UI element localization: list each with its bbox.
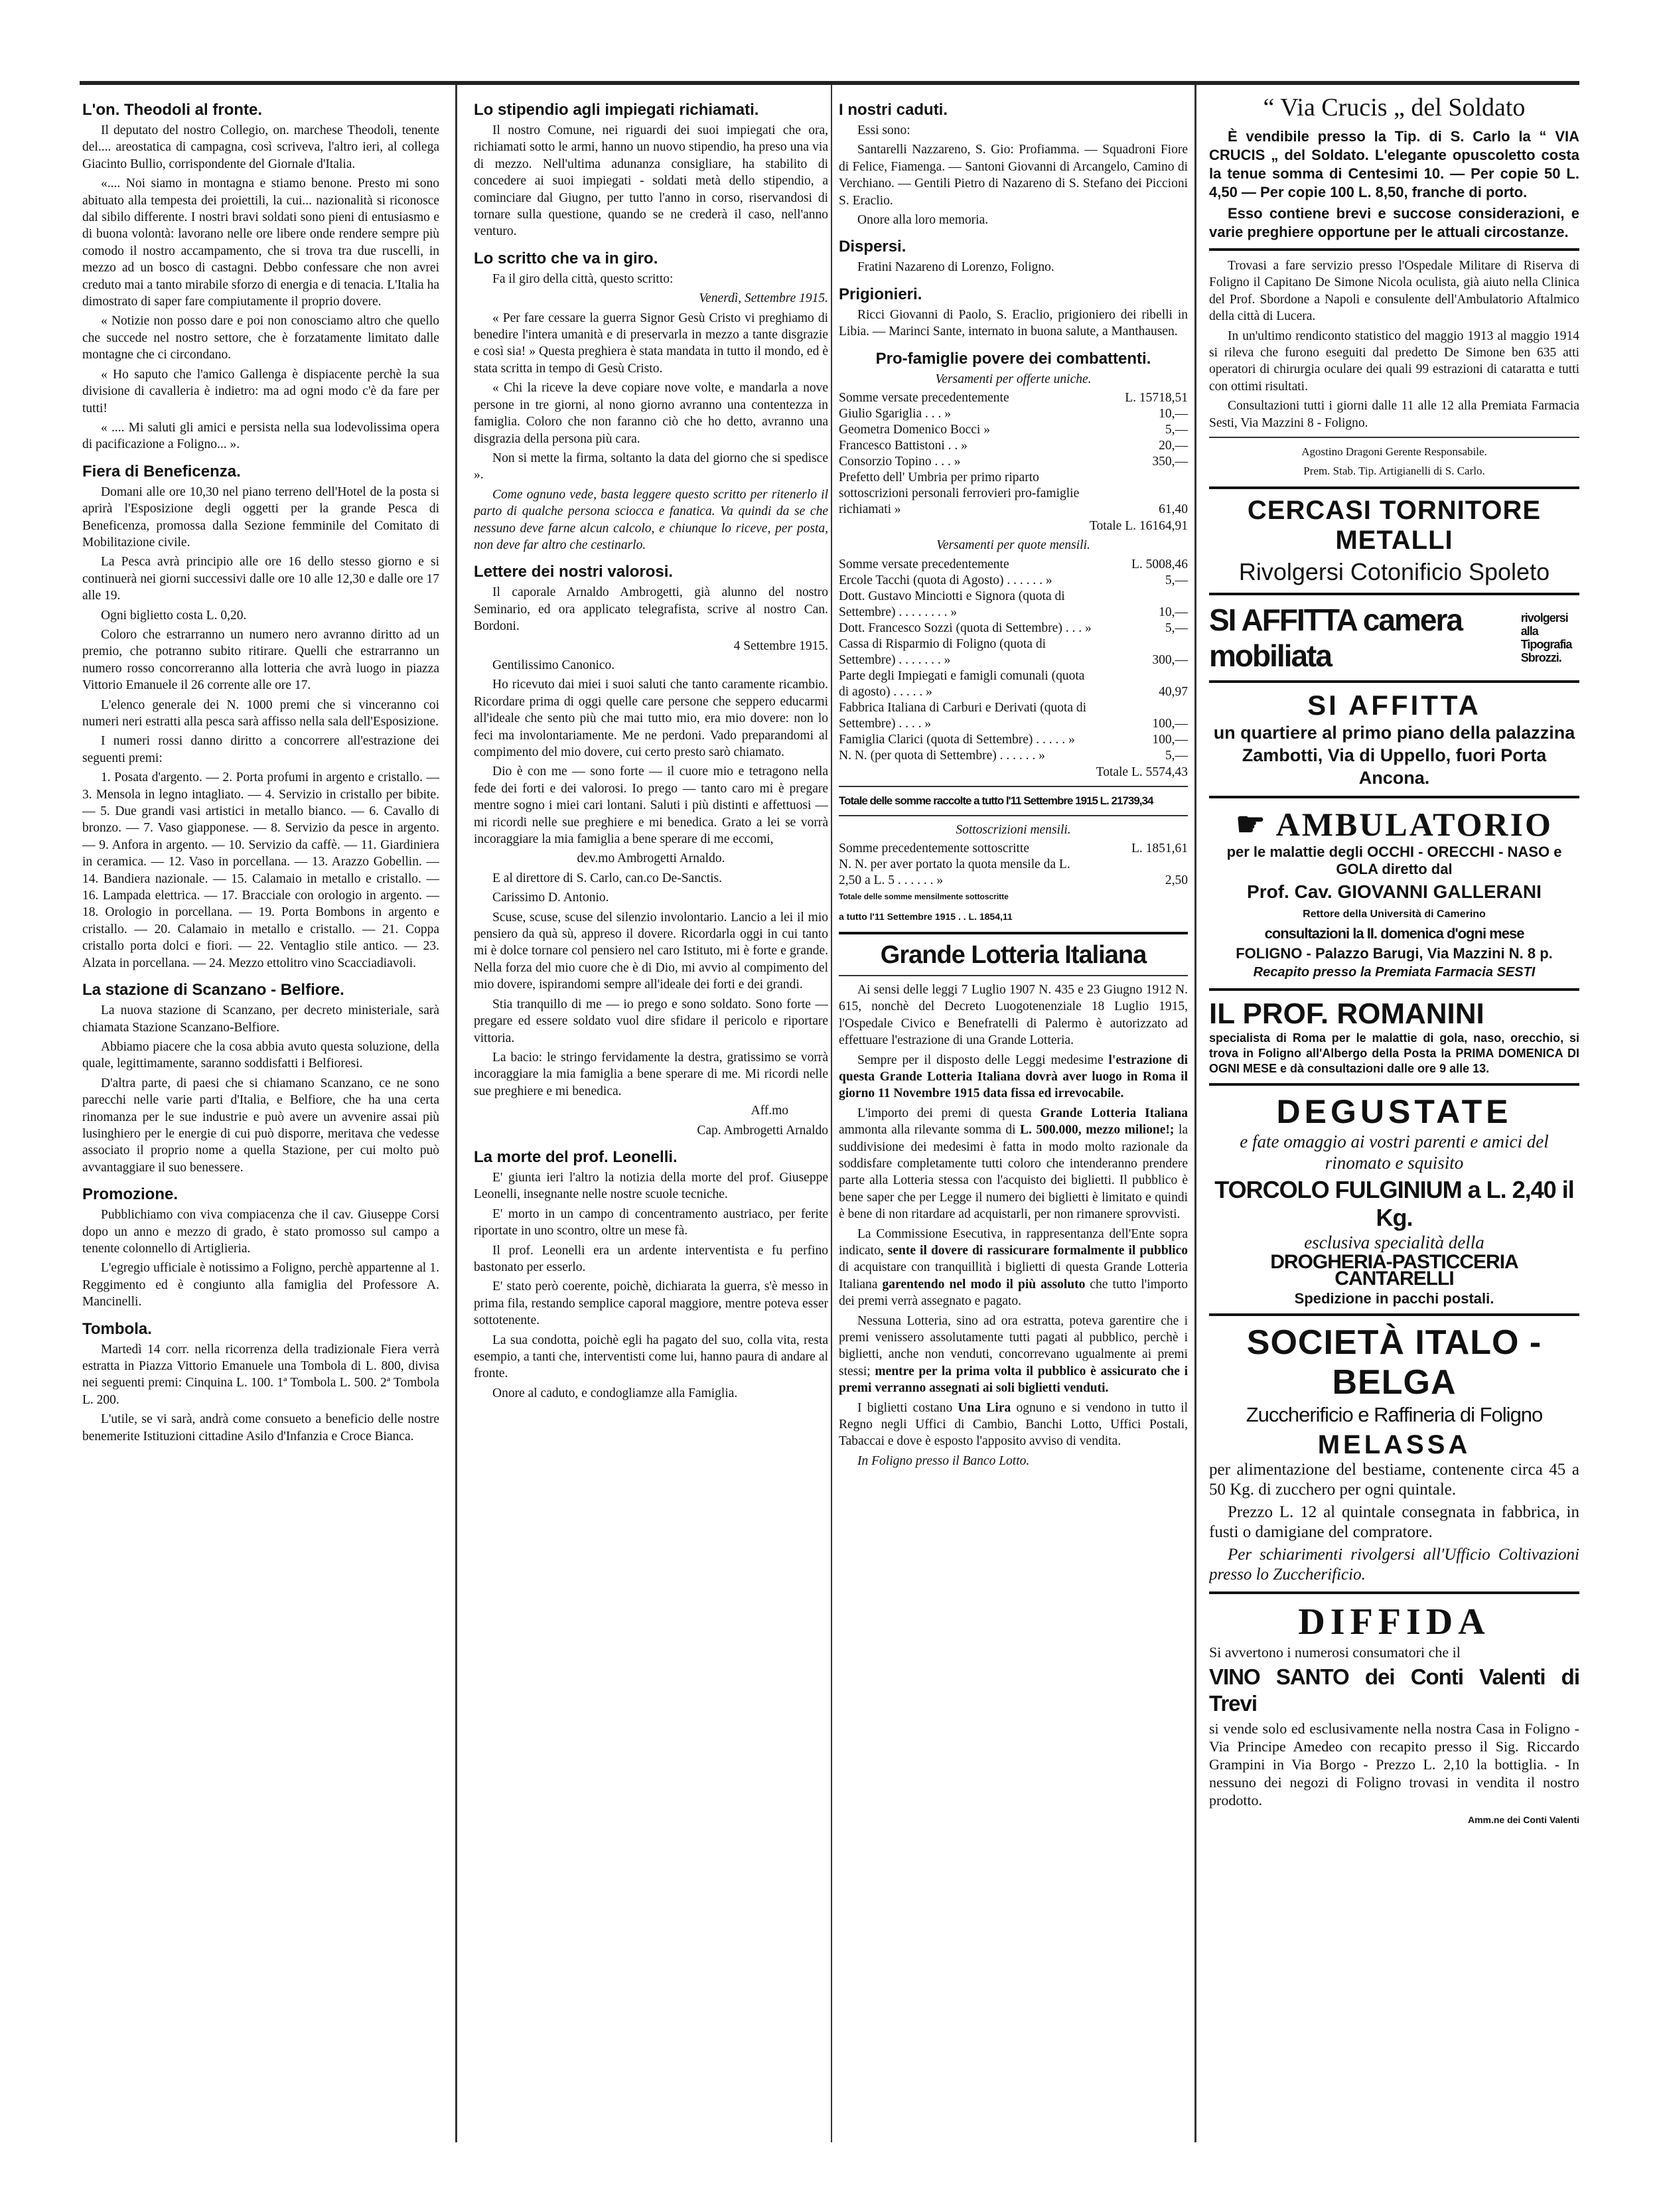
divider <box>1209 1591 1579 1594</box>
divider <box>1209 437 1579 438</box>
ad-text: Esso contiene brevi e succose considerazioni, e varie preghiere opportune per le attuali circostanze. <box>1209 205 1579 240</box>
article-paragraph: I numeri rossi danno diritto a concorrere all'estrazione dei seguenti premi: <box>82 734 439 765</box>
article-paragraph: Martedì 14 corr. nella ricorrenza della tradizionale Fiera verrà estratta in Piazza Vittorio Emanuele una Tombola di L. 800, divisa nei seguenti premi: Cinquina L. 100. 1ª Tombola L. 500. 2ª Tombola L. 200. <box>82 1342 439 1407</box>
grand-total: Totale delle somme raccolte a tutto l'11 Settembre 1915 L. 21739,34 <box>839 794 1153 808</box>
article-date: Venerdì, Settembre 1915. <box>699 291 828 306</box>
subscription-row <box>839 422 1188 438</box>
subscription-label: Giulio Sgariglia . . . » <box>839 407 951 421</box>
ad-text: Rivolgersi Cotonificio Spoleto <box>1238 557 1550 585</box>
article-paragraph: E al direttore di S. Carlo, can.co De-Sanctis. <box>492 871 723 885</box>
ad-title: ☛ AMBULATORIO <box>1236 805 1553 843</box>
ad-text: per alimentazione del bestiame, contenente circa 45 a 50 Kg. di zucchero per ogni quintale. <box>1209 1461 1579 1499</box>
subscription-label: Fabbrica Italiana di Carburi e Derivati (quota di Settembre) . . . . » <box>839 700 1087 731</box>
article-title: Promozione. <box>82 1185 179 1204</box>
article-paragraph: Il nostro Comune, nei riguardi dei suoi impiegati che ora, richiamati sotto le armi, hanno un nuovo stipendio, ha preso una via di mezzo. Nell'ultima adunanza consigliare, ha stabilito di concedere ai suoi impiegati - soldati metà dello stipendio, a cominciare dal Giugno, per tutto l'anno in corso, riservandosi di tornare sulla questione, quando se ne crederà il caso, nell'anno venturo. <box>474 123 828 239</box>
subscription-value: 10,— <box>1159 605 1188 619</box>
article-paragraph: I biglietti costano Una Lira ognuno e si vendono in tutto il Regno negli Uffici di Cambio, Banchi Lotto, Uffici Postali, Tabaccai e dove è esposto l'apposito avviso di vendita. <box>839 1400 1188 1449</box>
ad-text: e fate omaggio ai vostri parenti e amici del rinomato e squisito <box>1240 1131 1549 1173</box>
subscription-label: Cassa di Risparmio di Foligno (quota di Settembre) . . . . . . . » <box>839 636 1046 667</box>
article-paragraph: La bacio: le stringo fervidamente la destra, gratissimo se vorrà incoraggiare la mia famiglia a bene sperare di me. Mi ricordi nelle sue preghiere e mi benedica. <box>474 1050 828 1098</box>
column-1 <box>82 92 439 1447</box>
divider <box>839 932 1188 934</box>
subscription-total: Totale delle somme mensilmente sottoscritte <box>839 892 1009 902</box>
subscription-row <box>839 573 1188 589</box>
subscription-value: 61,40 <box>1159 502 1188 517</box>
subscription-label: Geometra Domenico Bocci » <box>839 423 990 437</box>
ad-text: Zuccherificio e Raffineria di Foligno <box>1246 1403 1543 1427</box>
subscription-value: L. 1851,61 <box>1131 842 1188 856</box>
divider <box>839 815 1188 816</box>
ad-signature: Amm.ne dei Conti Valenti <box>1467 1814 1579 1826</box>
article-paragraph: Onore al caduto, e condogliamze alla Famiglia. <box>492 1386 738 1400</box>
subscription-row <box>839 406 1188 422</box>
article-paragraph: D'altra parte, di paesi che si chiamano Scanzano, ce ne sono parecchi nelle varie parti d'Italia, e Belfiore, che ha una certa rinomanza per le sue industrie e può avere un avvenire assai più lusinghiero per le energie di cui può disporre, meritava che vedesse associato il proprio nome a quella Stazione, per cui molto può avvantaggiare il suo benessere. <box>82 1076 439 1175</box>
ad-text: DROGHERIA-PASTICCERIA CANTARELLI <box>1270 1250 1518 1290</box>
subscription-value: L. 5008,46 <box>1131 557 1188 571</box>
subscription-subtitle: Versamenti per offerte uniche. <box>935 372 1092 386</box>
article-paragraph: Essi sono: <box>857 123 910 137</box>
column-divider <box>455 85 457 2142</box>
ad-text: FOLIGNO - Palazzo Barugi, Via Mazzini N. 8 p. <box>1236 944 1553 962</box>
article-paragraph: La Pesca avrà principio alle ore 16 dello stesso giorno e si continuerà nei giorni successivi dalle ore 10 alle 12,30 e dalle ore 17 alle 19. <box>82 555 439 603</box>
article-paragraph: « Per fare cessare la guerra Signor Gesù Cristo vi preghiamo di benedire l'intera umanità e di preservarla in mezzo a tante disgrazie e così sia! » Questa preghiera è stata mandata in tutto il mondo, ed è stata scritta in tempo di Gesù Cristo. <box>474 311 828 376</box>
ad-text: Prof. Cav. GIOVANNI GALLERANI <box>1247 881 1542 902</box>
publisher-line: Prem. Stab. Tip. Artigianelli di S. Carlo. <box>1303 465 1485 478</box>
subscription-row <box>839 857 1188 889</box>
column-2 <box>474 92 828 1404</box>
column-divider <box>1194 85 1196 2142</box>
subscription-label: Somme precedentemente sottoscritte <box>839 842 1029 856</box>
subscription-value: 10,— <box>1159 407 1188 421</box>
subscription-value: 5,— <box>1165 621 1188 635</box>
subscription-row <box>839 454 1188 470</box>
subscription-row <box>839 841 1188 857</box>
article-paragraph: In Foligno presso il Banco Lotto. <box>857 1453 1030 1468</box>
article-paragraph: Sempre per il disposto delle Leggi medesime l'estrazione di questa Grande Lotteria Italiana dovrà aver luogo in Roma il giorno 11 Novembre 1915 data fissa ed irrevocabile. <box>839 1053 1188 1101</box>
pointing-hand-icon: ☛ <box>1236 805 1276 843</box>
subscription-row <box>839 732 1188 748</box>
ad-title: MELASSA <box>1317 1430 1471 1460</box>
article-title: Tombola. <box>82 1319 152 1338</box>
divider <box>1209 680 1579 683</box>
subscription-value: 40,97 <box>1159 684 1188 699</box>
subscription-row <box>839 668 1188 700</box>
ad-text: È vendibile presso la Tip. di S. Carlo la “ VIA CRUCIS „ del Soldato. L'elegante opuscoletto costa la tenue somma di Centesimi 10. — Per copie 50 L. 4,50 — Per copie 100 L. 8,50, franche di porto. <box>1209 128 1579 200</box>
subscription-row <box>839 621 1188 636</box>
subscription-row <box>839 470 1188 518</box>
article-paragraph: Ai sensi delle leggi 7 Luglio 1907 N. 435 e 23 Giugno 1912 N. 615, nonchè del Decreto Luogotenenziale 18 Luglio 1915, l'Ospedale Civico e Benefratelli di Palermo è autorizzato ad effettuare l'estrazione di una Grande Lotteria. <box>839 982 1188 1048</box>
article-paragraph: L'elenco generale dei N. 1000 premi che si vinceranno coi numeri neri estratti alla pesca sarà affisso nella sala dell'Esposizione. <box>82 698 439 729</box>
article-paragraph: Ogni biglietto costa L. 0,20. <box>101 608 247 623</box>
article-paragraph: E' giunta ieri l'altro la notizia della morte del prof. Giuseppe Leonelli, insegnante nelle nostre scuole tecniche. <box>474 1170 828 1202</box>
article-paragraph: Nessuna Lotteria, sino ad ora estratta, poteva garentire che i premi venissero assolutamente tutti pagati al pubblico, perchè i biglietti, anche non venduti, concorrevano ugualmente ai premi stessi; mentre per la prima volta il pubblico è assicurato che i premi verranno assegnati ai soli biglietti venduti. <box>839 1313 1188 1396</box>
subscription-value: 100,— <box>1152 716 1188 731</box>
ad-title: DIFFIDA <box>1298 1601 1490 1643</box>
subscription-value: 100,— <box>1152 732 1188 747</box>
article-title: Pro-famiglie povere dei combattenti. <box>875 349 1151 368</box>
article-paragraph: Santarelli Nazzareno, S. Gio: Profiamma. — Squadroni Fiore di Felice, Fiamenga. — Santoni Giovanni di Arcangelo, Camino di Verchiano. — Gentili Pietro di Nazareno di S. Stefano dei Piccioni S. Eraclio. <box>839 143 1188 208</box>
ad-text: per le malattie degli OCCHI - ORECCHI - NASO e GOLA diretto dal <box>1226 843 1562 877</box>
subscription-label: Ercole Tacchi (quota di Agosto) . . . . . . » <box>839 573 1052 587</box>
subscription-value: 350,— <box>1152 455 1188 469</box>
ad-text: si vende solo ed esclusivamente nella nostra Casa in Foligno - Via Principe Amedeo con recapito presso il Sig. Riccardo Grampini in Via Borgo - Prezzo L. 2,10 la bottiglia. - In nessuno dei negozi di Foligno trovasi in vendita il nostro prodotto. <box>1209 1720 1579 1809</box>
subscription-label: Prefetto dell' Umbria per primo riparto sottoscrizioni personali ferrovieri pro-famiglie richiamati » <box>839 471 1080 517</box>
article-paragraph: Stia tranquillo di me — io prego e sono soldato. Sono forte — pregare ed essere soldato vuol dire sfidare il pericolo e riportare vittoria. <box>474 997 828 1045</box>
ad-title: CERCASI TORNITORE METALLI <box>1247 495 1542 555</box>
ad-text: un quartiere al primo piano della palazzina Zambotti, Via di Uppello, fuori Porta Ancona. <box>1213 722 1575 788</box>
article-paragraph: Dio è con me — sono forte — il cuore mio e tetragono nella fede dei forti e dei valorosi. Io prego — tanto caro mi è pregare mentre sogno i miei cari lontani. Saluti i più distinti e affettuosi — mi ricordi nelle sue preghiere e mi benedica. Grato a lei se vorrà incoraggiare la mia famiglia a bene sperare di me eccomi, <box>474 765 828 847</box>
letter-signature: dev.mo Ambrogetti Arnaldo. <box>577 851 725 866</box>
subscription-value: 5,— <box>1165 573 1188 587</box>
subscription-label: Consorzio Topino . . . » <box>839 455 961 469</box>
subscription-row <box>839 636 1188 668</box>
ad-block <box>1209 602 1579 674</box>
article-title: La morte del prof. Leonelli. <box>474 1147 678 1166</box>
letter-signature: Aff.mo <box>751 1104 788 1118</box>
article-paragraph: « Ho saputo che l'amico Gallenga è dispiacente perchè la sua divisione di cavalleria è indietro: ma ad ogni modo c'è da fare per tutti! <box>82 367 439 415</box>
publisher-line: Agostino Dragoni Gerente Responsabile. <box>1301 445 1487 459</box>
article-paragraph: « Chi la riceve la deve copiare nove volte, e mandarla a nove persone in tre giorni, al nono giorno avranno una contentezza in famiglia. Coloro che non faranno ciò che ho detto, avranno una disgrazia della persona più cara. <box>474 381 828 446</box>
subscription-table <box>839 841 1188 889</box>
article-paragraph: Fa il giro della città, questo scritto: <box>492 271 674 286</box>
article-title: L'on. Theodoli al fronte. <box>82 101 263 119</box>
subscription-row <box>839 438 1188 454</box>
ad-title: IL PROF. ROMANINI <box>1209 997 1484 1030</box>
article-title: Lo scritto che va in giro. <box>474 249 658 267</box>
notice-paragraph: In un'ultimo rendiconto statistico del maggio 1913 al maggio 1914 si rileva che furono eseguiti dal predetto De Simone ben 635 atti operatori di chirurgia oculare dei quali 99 estrazioni di cataratta e tutti con ottimi risultati. <box>1209 329 1579 394</box>
article-title: Fiera di Beneficenza. <box>82 462 241 480</box>
ad-title: SOCIETÀ ITALO - BELGA <box>1246 1323 1542 1402</box>
article-paragraph: L'egregio ufficiale è notissimo a Foligno, perchè appartenne al 1. Reggimento ed è congiunto alla famiglia del Professore A. Mancinelli. <box>82 1261 439 1309</box>
article-paragraph: « Notizie non posso dare e poi non conosciamo altro che quello che succede nel nostro settore, che è forzatamente limitato dalle montagne che ci circondano. <box>82 314 439 362</box>
article-paragraph: Scuse, scuse, scuse del silenzio involontario. Lancio a lei il mio pensiero da quà sù, appreso il dovere. Ricordarla oggi in cui tanto mi è dolce tornare col pensiero nel caro Istituto, mi è forte e grande. Nella forza del mio cuore che è di Dio, mi avvio al compimento del mio dovere, ispirandomi sempre all'ideale dei forti e dei grandi. <box>474 910 828 992</box>
article-paragraph: Abbiamo piacere che la cosa abbia avuto questa soluzione, della quale, legittimamente, saranno soddisfatti i Belfioresi. <box>82 1039 439 1071</box>
ad-title: SI AFFITTA <box>1307 689 1481 721</box>
subscription-label: N. N. per aver portato la quota mensile da L. 2,50 a L. 5 . . . . . . » <box>839 857 1070 888</box>
article-paragraph: E' stato però coerente, poichè, dichiarata la guerra, s'è messo in prima fila, restando semplice caporal maggiore, mentre poteva esser sottotenente. <box>474 1280 828 1328</box>
article-paragraph: Coloro che estrarranno un numero nero avranno diritto ad un premio, che potranno subito ritirare. Quelli che estrarranno un numero rosso concorreranno alla lotteria che avrà luogo in piazza Vittorio Emanuele il 26 corrente alle ore 17. <box>82 627 439 693</box>
article-paragraph: Ricci Giovanni di Paolo, S. Eraclio, prigioniero dei ribelli in Libia. — Marinci Sante, internato in buona salute, a Manthausen. <box>839 307 1188 339</box>
ad-text: Si avvertono i numerosi consumatori che il <box>1209 1644 1461 1661</box>
article-paragraph: « .... Mi saluti gli amici e persista nella sua lodevolissima opera di pacificazione a Foligno... ». <box>82 420 439 452</box>
subscription-row <box>839 390 1188 406</box>
lottery-title: Grande Lotteria Italiana <box>880 940 1147 969</box>
article-title: Lettere dei nostri valorosi. <box>474 563 674 581</box>
ad-text: Recapito presso la Premiata Farmacia SESTI <box>1253 965 1536 980</box>
ad-title: SI AFFITTA camera mobiliata <box>1209 602 1462 673</box>
ad-text: Per schiarimenti rivolgersi all'Ufficio Coltivazioni presso lo Zuccherificio. <box>1209 1546 1579 1584</box>
column-4 <box>1209 92 1579 1832</box>
column-3 <box>839 92 1188 1472</box>
article-paragraph: «.... Noi siamo in montagna e stiamo benone. Presto mi sono abituato alla tempesta dei proiettili, la cui... nazionalità si riconosce dal sibilo differente. I nostri bravi soldati sono pieni di entusiasmo e di buona volontà: lavorano nelle ore libere onde rendere sempre più comodo il nostro accampamento, che si trova tra due ruscelli, in mezzo ad un bosco di castagni. Debbo confessare che non avrei creduto mai a tanto mirabile sforzo di energia e di tenacia. L'Italia ha dimostrato di saper fare compiutamente il proprio dovere. <box>82 177 439 309</box>
article-paragraph: Il prof. Leonelli era un ardente interventista e fu perfino bastonato per esserlo. <box>474 1243 828 1274</box>
ad-text: Spedizione in pacchi postali. <box>1294 1290 1494 1307</box>
article-paragraph: Come ognuno vede, basta leggere questo scritto per ritenerlo il parto di qualche persona sciocca e fanatica. Va quindi da se che nessuno deve farne alcun calcolo, e chiunque lo riceve, per posta, non deve far altro che cestinarlo. <box>474 487 828 552</box>
divider <box>839 786 1188 787</box>
subscription-table <box>839 557 1188 764</box>
article-paragraph: Il deputato del nostro Collegio, on. marchese Theodoli, tenente del.... areostatica di campagna, così scriveva, l'altro ieri, al collega Giacinto Bullio, corrispondente del Giornale d'Italia. <box>82 123 439 171</box>
ad-text: specialista di Roma per le malattie di gola, naso, orecchio, si trova in Foligno all'Albergo della Posta la PRIMA DOMENICA DI OGNI MESE e dà consultazioni dalle ore 9 alle 13. <box>1209 1031 1579 1075</box>
article-paragraph: Non si mette la firma, soltanto la data del giorno che si spedisce ». <box>474 451 828 482</box>
article-title: Dispersi. <box>839 238 906 256</box>
subscription-label: Dott. Gustavo Minciotti e Signora (quota di Settembre) . . . . . . . . » <box>839 589 1065 619</box>
subscription-value: L. 15718,51 <box>1125 391 1188 406</box>
subscription-label: Dott. Francesco Sozzi (quota di Settembre) . . . » <box>839 621 1092 635</box>
ad-text: Rettore della Università di Camerino <box>1303 908 1486 920</box>
article-paragraph: La sua condotta, poichè egli ha pagato del suo, colla vita, resta esempio, a tanti che, interventisti come lui, hanno paura di andare al fronte. <box>474 1333 828 1381</box>
ad-title: “ Via Crucis „ del Soldato <box>1263 94 1526 121</box>
article-paragraph: Carissimo D. Antonio. <box>492 891 609 905</box>
subscription-row <box>839 557 1188 573</box>
article-paragraph: L'utile, se vi sarà, andrà come consueto a beneficio delle nostre benemerite Istituzioni cittadine Asilo d'Infanzia e Croce Bianca. <box>82 1412 439 1443</box>
subscription-row <box>839 748 1188 764</box>
article-paragraph: Pubblichiamo con viva compiacenza che il cav. Giuseppe Corsi dopo un anno e mezzo di grado, è stato promosso sul campo a tenente colonnello di Artiglieria. <box>82 1208 439 1256</box>
divider <box>839 975 1188 976</box>
ad-text: VINO SANTO dei Conti Valenti di Trevi <box>1209 1664 1579 1716</box>
subscription-value: 5,— <box>1165 423 1188 437</box>
article-title: I nostri caduti. <box>839 101 948 119</box>
divider <box>1209 593 1579 595</box>
article-paragraph: La nuova stazione di Scanzano, per decreto ministeriale, sarà chiamata Stazione Scanzano-Belfiore. <box>82 1003 439 1035</box>
subscription-value: 2,50 <box>1165 873 1188 888</box>
article-paragraph: 1. Posata d'argento. — 2. Porta profumi in argento e cristallo. — 3. Mensola in legno intagliato. — 4. Servizio in cristallo per bibite. — 5. Due grandi vasi artistici in metallo bianco. — 6. Cavallo di bronzo. — 7. Vaso giapponese. — 8. Servizio da pesce in argento. — 9. Anfora in argento. — 10. Servizio da caffè. — 11. Giardiniera in ceramica. — 12. Vaso in porcellana. — 13. Arazzo Gobellin. — 14. Bandiera nazionale. — 15. Calamaio in metallo e cristallo. — 16. Lampada elettrica. — 17. Bracciale con orologio in argento. — 18. Orologio in porcellana. — 19. Porta Bombons in argento e cristallo. — 20. Calamaio in metallo e cristallo. — 21. Coppa cristallo porta dolci e fiori. — 22. Ventaglio stile antico. — 23. Alzata in porcellana. — 24. Mezzo ettolitro vino Scacciadiavoli. <box>82 771 439 970</box>
article-paragraph: E' morto in un campo di concentramento austriaco, per ferite riportate in uno scontro, oltre un mese fà. <box>474 1207 828 1238</box>
subscription-row <box>839 700 1188 732</box>
ad-text: Prezzo L. 12 al quintale consegnata in fabbrica, in fusti o damigiane del compratore. <box>1209 1503 1579 1542</box>
article-date: 4 Settembre 1915. <box>733 638 828 653</box>
subscription-total: Totale L. 16164,91 <box>1089 519 1188 534</box>
subscription-label: Parte degli Impiegati e famigli comunali (quota di agosto) . . . . . » <box>839 668 1085 699</box>
subscription-table <box>839 390 1188 518</box>
subscription-value: 300,— <box>1152 652 1188 667</box>
column-divider <box>831 85 832 2142</box>
subscription-value: 20,— <box>1159 439 1188 453</box>
ad-text: rivolgersi alla Tipografia Sbrozzi. <box>1520 611 1572 664</box>
divider <box>1209 248 1579 251</box>
divider <box>1209 486 1579 489</box>
divider <box>1209 1313 1579 1316</box>
subscription-subtitle: Versamenti per quote mensili. <box>936 538 1090 553</box>
divider <box>1209 988 1579 991</box>
subscription-label: Famiglia Clarici (quota di Settembre) . . . . . » <box>839 732 1075 747</box>
subscription-label: N. N. (per quota di Settembre) . . . . . . » <box>839 748 1045 763</box>
letter-signature: Cap. Ambrogetti Arnaldo <box>697 1123 828 1138</box>
subscription-row <box>839 589 1188 621</box>
subscription-total: Totale L. 5574,43 <box>1096 765 1188 779</box>
top-rule <box>80 81 1579 85</box>
subscription-value: 5,— <box>1165 748 1188 763</box>
notice-paragraph: Consultazioni tutti i giorni dalle 11 alle 12 alla Premiata Farmacia Sesti, Via Mazzini 8 - Foligno. <box>1209 399 1579 430</box>
subscription-label: Somme versate precedentemente <box>839 391 1009 406</box>
article-title: Lo stipendio agli impiegati richiamati. <box>474 101 759 119</box>
article-paragraph: Ho ricevuto dai miei i suoi saluti che tanto caramente ricambio. Ricordare prima di oggi quelle care persone che seppero educarmi all'ideale che sento più che mai tutto mio, era mio dovere: non lo feci ma involontariamente. Me ne perdoni. Vado preparandomi al compimento del mio dovere, cui certo presto sarò chiamato. <box>474 678 828 759</box>
ad-title: DEGUSTATE <box>1276 1092 1512 1130</box>
article-paragraph: L'importo dei premi di questa Grande Lotteria Italiana ammonta alla rilevante somma di L. 500.000, mezzo milione!; la suddivisione dei medesimi è fatta in modo molto razionale da soddisfare completamente tutti coloro che intenderanno prendere parte alla Lotteria stessa con l'acquisto dei biglietti. Il pubblico è bene saper che per Legge il numero dei biglietti è limitato e quindi è bene di non ritardare ad acquistarli, per non rimanere sprovvisti. <box>839 1106 1188 1222</box>
article-paragraph: Gentilissimo Canonico. <box>492 658 615 672</box>
subscription-subtitle: Sottoscrizioni mensili. <box>956 822 1071 837</box>
article-paragraph: Il caporale Arnaldo Ambrogetti, già alunno del nostro Seminario, ed ora applicato telegrafista, scrive al nostro Can. Bordoni. <box>474 585 828 634</box>
divider <box>1209 1083 1579 1086</box>
article-title: La stazione di Scanzano - Belfiore. <box>82 981 344 999</box>
article-paragraph: Domani alle ore 10,30 nel piano terreno dell'Hotel de la posta si aprirà l'Esposizione degli oggetti per la grande Pesca di Beneficenza, promossa dalla Sezione femminile del Comitato di Mobilitazione civile. <box>82 484 439 550</box>
article-title: Prigionieri. <box>839 285 922 303</box>
notice-paragraph: Trovasi a fare servizio presso l'Ospedale Militare di Riserva di Foligno il Capitano De Simone Nicola oculista, già aiuto nella Clinica del Prof. Sbordone a Napoli e consulente dell'Ambulatorio Aftalmico della città di Lucera. <box>1209 259 1579 324</box>
article-paragraph: La Commissione Esecutiva, in rappresentanza dell'Ente sopra indicato, sente il dovere di rassicurare formalmente il pubblico di acquistare con tranquillità i biglietti di questa Grande Lotteria Italiana garentendo nel modo il più assoluto che tutto l'importo dei premi verrà assegnato e pagato. <box>839 1226 1188 1309</box>
subscription-label: Somme versate precedentemente <box>839 557 1009 571</box>
subscription-label: Francesco Battistoni . . » <box>839 439 968 453</box>
ad-text: consultazioni la II. domenica d'ogni mese <box>1264 925 1524 942</box>
article-paragraph: Fratini Nazareno di Lorenzo, Foligno. <box>857 260 1054 275</box>
ad-text: TORCOLO FULGINIUM a L. 2,40 il Kg. <box>1214 1175 1574 1231</box>
article-paragraph: Onore alla loro memoria. <box>857 213 989 228</box>
ad-text: esclusiva specialità della <box>1304 1232 1484 1252</box>
subscription-total: a tutto l'11 Settembre 1915 . . L. 1854,11 <box>839 911 1013 922</box>
divider <box>1209 796 1579 798</box>
